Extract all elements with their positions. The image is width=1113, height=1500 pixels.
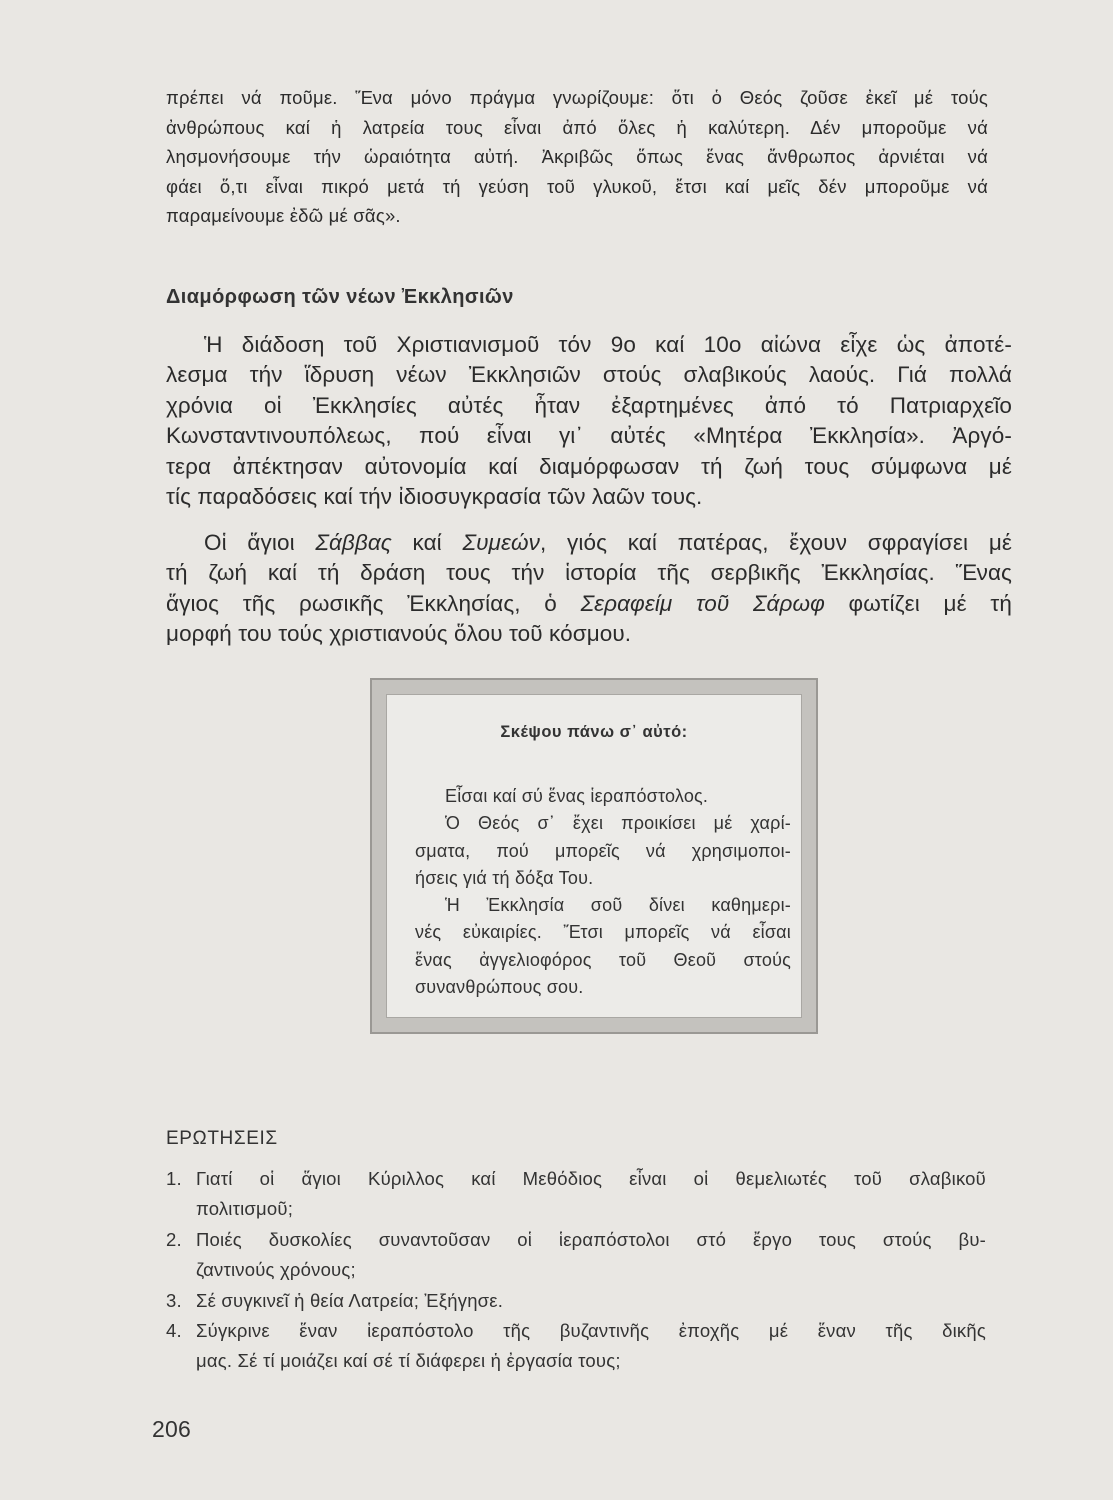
reflection-box	[370, 678, 818, 1034]
question-line: μας. Σέ τί μοιάζει καί σέ τί διάφερει ἡ ἐργασία τους;	[196, 1350, 621, 1372]
intro-paragraph	[166, 83, 988, 231]
para-line: Κωνσταντινουπόλεως, πού εἶναι γι᾽ αὐτές «Μητέρα Ἐκκλησία». Ἀργό-	[166, 423, 1012, 449]
para-line: τή ζωή καί τή δράση τους τήν ἱστορία τῆς σερβικῆς Ἐκκλησίας. Ἕνας	[166, 560, 1012, 586]
section-heading: Διαμόρφωση τῶν νέων Ἐκκλησιῶν	[166, 286, 514, 308]
question-number: 4.	[166, 1320, 182, 1342]
question-number: 2.	[166, 1228, 182, 1250]
question-number: 1.	[166, 1168, 182, 1189]
para-line: χρόνια οἱ Ἐκκλησίες αὐτές ἦταν ἐξαρτημένες ἀπό τό Πατριαρχεῖο	[166, 392, 1012, 418]
question-item	[166, 1225, 986, 1286]
reflection-box-inner	[386, 694, 802, 1018]
question-line: πολιτισμοῦ;	[196, 1198, 294, 1220]
body-paragraph-1	[166, 330, 1012, 512]
box-line: ἕνας ἀγγελιοφόρος τοῦ Θεοῦ στούς	[415, 949, 791, 970]
questions-list	[166, 1164, 986, 1377]
question-line: Σέ συγκινεῖ ἡ θεία Λατρεία; Ἐξήγησε.	[196, 1289, 504, 1311]
intro-line: ἀνθρώπους καί ἡ λατρεία τους εἶναι ἀπό ὅλες ἡ καλύτερη. Δέν μποροῦμε νά	[166, 116, 988, 138]
para-line: τίς παραδόσεις καί τήν ἰδιοσυγκρασία τῶν λαῶν τους.	[166, 484, 703, 510]
para-line: λεσμα τήν ἵδρυση νέων Ἐκκλησιῶν στούς σλαβικούς λαούς. Γιά πολλά	[166, 362, 1012, 388]
para-line: Ἡ διάδοση τοῦ Χριστιανισμοῦ τόν 9ο καί 10ο αἰώνα εἶχε ὡς ἀποτέ-	[204, 332, 1012, 357]
question-line: Γιατί οἱ ἅγιοι Κύριλλος καί Μεθόδιος εἶναι οἱ θεμελιωτές τοῦ σλαβικοῦ	[196, 1168, 986, 1189]
para-line: τερα ἀπέκτησαν αὐτονομία καί διαμόρφωσαν τή ζωή τους σύμφωνα μέ	[166, 453, 1012, 479]
question-item	[166, 1316, 986, 1377]
intro-line: παραμείνουμε ἐδῶ μέ σᾶς».	[166, 205, 401, 226]
question-item	[166, 1164, 986, 1225]
box-line: συνανθρώπους σου.	[415, 977, 584, 998]
saint-name-symeon: Συμεών	[462, 530, 540, 555]
question-number: 3.	[166, 1289, 182, 1311]
para-line: μορφή του τούς χριστιανούς ὅλου τοῦ κόσμου.	[166, 621, 632, 647]
text-run: καί	[391, 530, 463, 555]
para-line	[166, 589, 1012, 619]
question-line: Σύγκρινε ἕναν ἱεραπόστολο τῆς βυζαντινῆς ἐποχῆς μέ ἕναν τῆς δικῆς	[196, 1320, 986, 1342]
text-run: , γιός καί πατέρας, ἔχουν σφραγίσει μέ	[539, 530, 1013, 555]
text-run: ἅγιος τῆς ρωσικῆς Ἐκκλησίας, ὁ	[166, 590, 581, 616]
saint-name-sava: Σάββας	[315, 530, 392, 555]
reflection-box-body	[415, 783, 791, 1001]
reflection-box-title: Σκέψου πάνω σ᾽ αὐτό:	[500, 723, 688, 741]
question-line: ζαντινούς χρόνους;	[196, 1259, 356, 1281]
box-line: σματα, πού μπορεῖς νά χρησιμοποι-	[415, 840, 791, 861]
box-line: Εἶσαι καί σύ ἕνας ἱεραπόστολος.	[445, 786, 709, 806]
question-item	[166, 1286, 986, 1316]
box-line: νές εὐκαιρίες. Ἔτσι μπορεῖς νά εἶσαι	[415, 922, 791, 943]
question-line: Ποιές δυσκολίες συναντοῦσαν οἱ ἱεραπόστολοι στό ἔργο τους στούς βυ-	[196, 1228, 986, 1250]
saint-name-seraphim: Σεραφείμ τοῦ Σάρωφ	[580, 590, 825, 616]
intro-line: πρέπει νά ποῦμε. Ἕνα μόνο πράγμα γνωρίζουμε: ὅτι ὁ Θεός ζοῦσε ἐκεῖ μέ τούς	[166, 87, 988, 108]
box-line: ήσεις γιά τή δόξα Του.	[415, 867, 594, 888]
intro-line: φάει ὅ,τι εἶναι πικρό μετά τή γεύση τοῦ γλυκοῦ, ἔτσι καί μεῖς δέν μποροῦμε νά	[166, 175, 988, 197]
box-line: Ἡ Ἐκκλησία σοῦ δίνει καθημερι-	[445, 895, 791, 916]
text-run: φωτίζει μέ τή	[824, 590, 1012, 616]
text-run: Οἱ ἅγιοι	[204, 530, 316, 555]
body-paragraph-2	[166, 528, 1012, 650]
box-line: Ὁ Θεός σ᾽ ἔχει προικίσει μέ χαρί-	[445, 813, 791, 834]
para-line	[166, 528, 1012, 558]
page-number: 206	[152, 1416, 191, 1442]
questions-title: ΕΡΩΤΗΣΕΙΣ	[166, 1128, 278, 1149]
intro-line: λησμονήσουμε τήν ὡραιότητα αὐτή. Ἀκριβῶς ὅπως ἕνας ἄνθρωπος ἀρνιέται νά	[166, 146, 988, 167]
